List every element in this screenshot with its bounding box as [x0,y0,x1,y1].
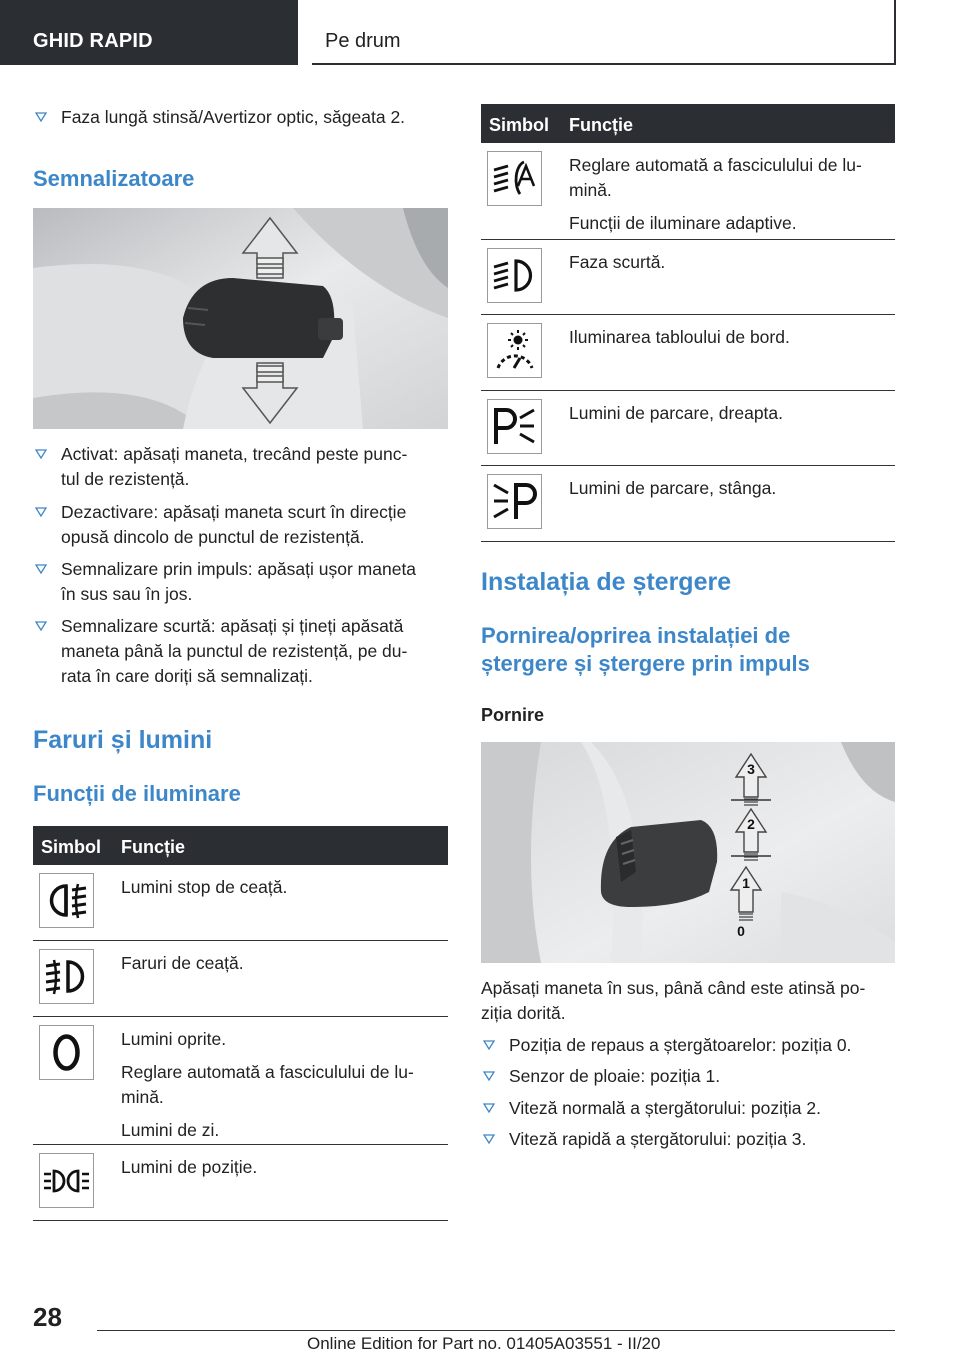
rear-fog-light-icon [39,873,94,928]
wiper-position-3-label: 3 [747,761,755,777]
row-text: Funcții de iluminare adaptive. [569,213,797,233]
row-text: Reglare automată a fasciculului de lu- [569,155,862,175]
bullet-triangle-icon [35,507,47,517]
section-heading-lights: Faruri și lumini [33,726,213,754]
subsection-heading-wiper-start: Pornirea/oprirea instalației de ștergere și ștergere prin impuls [481,623,810,676]
list-item: Faza lungă stinsă/Avertizor optic, săgeata 2. [33,105,405,130]
header-section-tab [0,0,298,65]
wiper-lever-photo [481,742,895,963]
table-row [481,240,895,315]
wiper-instruction-paragraph: Apăsați maneta în sus, până când este atinsă po- ziția dorită. [481,978,866,1023]
row-text: Lumini stop de ceață. [121,877,288,897]
bullet-triangle-icon [483,1040,495,1050]
list-item: Senzor de ploaie: poziția 1. [481,1064,895,1089]
page-number: 28 [33,1302,62,1332]
row-text: Faruri de ceață. [121,953,244,973]
table-header [33,826,448,865]
list-item: Semnalizare prin impuls: apăsați ușor maneta în sus sau în jos. [33,557,448,607]
bullet-triangle-icon [35,112,47,122]
list-item: Poziția de repaus a ștergătoarelor: poziția 0. [481,1033,895,1058]
bullet-triangle-icon [483,1071,495,1081]
front-fog-light-icon [39,949,94,1004]
bullet-triangle-icon [35,621,47,631]
row-text: Lumini de zi. [121,1120,220,1140]
table-header-symbol: Simbol [489,115,550,135]
row-text: Iluminarea tabloului de bord. [569,327,790,347]
low-beam-icon [487,248,542,303]
auto-headlight-icon [487,151,542,206]
wiper-position-1-label: 1 [742,875,750,891]
row-text: Lumini de parcare, stânga. [569,478,777,498]
footer-edition-text: Online Edition for Part no. 01405A03551 - II/20 [307,1334,661,1353]
bullet-triangle-icon [483,1134,495,1144]
table-header-symbol: Simbol [41,837,102,857]
table-row [33,1145,448,1221]
list-item: Viteză rapidă a ștergătorului: poziția 3. [481,1127,895,1152]
parking-light-left-icon [487,474,542,529]
table-row [33,865,448,941]
bullet-triangle-icon [35,564,47,574]
table-header [481,104,895,143]
row-text: Lumini de poziție. [121,1157,258,1177]
table-row [33,941,448,1017]
wiper-position-2-label: 2 [747,816,755,832]
bullet-triangle-icon [35,449,47,459]
table-row [481,391,895,466]
header-section-label: GHID RAPID [33,30,153,52]
subsection-heading-lighting-functions: Funcții de iluminare [33,781,241,806]
row-text: mină. [121,1087,164,1107]
row-text: Lumini de parcare, dreapta. [569,403,784,423]
table-row [481,143,895,240]
wiper-position-0-label: 0 [737,923,745,939]
row-text: Faza scurtă. [569,252,666,272]
row-text: Lumini oprite. [121,1029,227,1049]
parking-position-light-icon [39,1153,94,1208]
start-label: Pornire [481,705,545,725]
header-chapter-label: Pe drum [325,30,401,52]
section-heading-signals: Semnalizatoare [33,166,195,191]
list-item: Semnalizare scurtă: apăsați și țineți apăsată maneta până la punctul de rezistență, pe du- rata în care doriți să semnalizați. [33,614,448,689]
list-item: Viteză normală a ștergătorului: poziția 2. [481,1096,895,1121]
list-item: Dezactivare: apăsați maneta scurt în direcție opusă dincolo de punctul de rezistență. [33,500,448,550]
turn-signal-lever-photo [33,208,448,429]
table-header-function: Funcție [121,837,186,857]
list-item: Activat: apăsați maneta, trecând peste punc- tul de rezistență. [33,442,448,492]
footer-divider [97,1330,895,1331]
lights-off-icon [39,1025,94,1080]
table-row [481,466,895,542]
table-header-function: Funcție [569,115,634,135]
header-chapter-box [312,0,896,65]
instrument-lighting-icon [487,323,542,378]
table-row [33,1017,448,1145]
row-text: Reglare automată a fasciculului de lu- [121,1062,414,1082]
row-text: mină. [569,180,612,200]
table-row [481,315,895,391]
section-heading-wipers: Instalația de ștergere [481,568,732,596]
parking-light-right-icon [487,399,542,454]
bullet-triangle-icon [483,1103,495,1113]
